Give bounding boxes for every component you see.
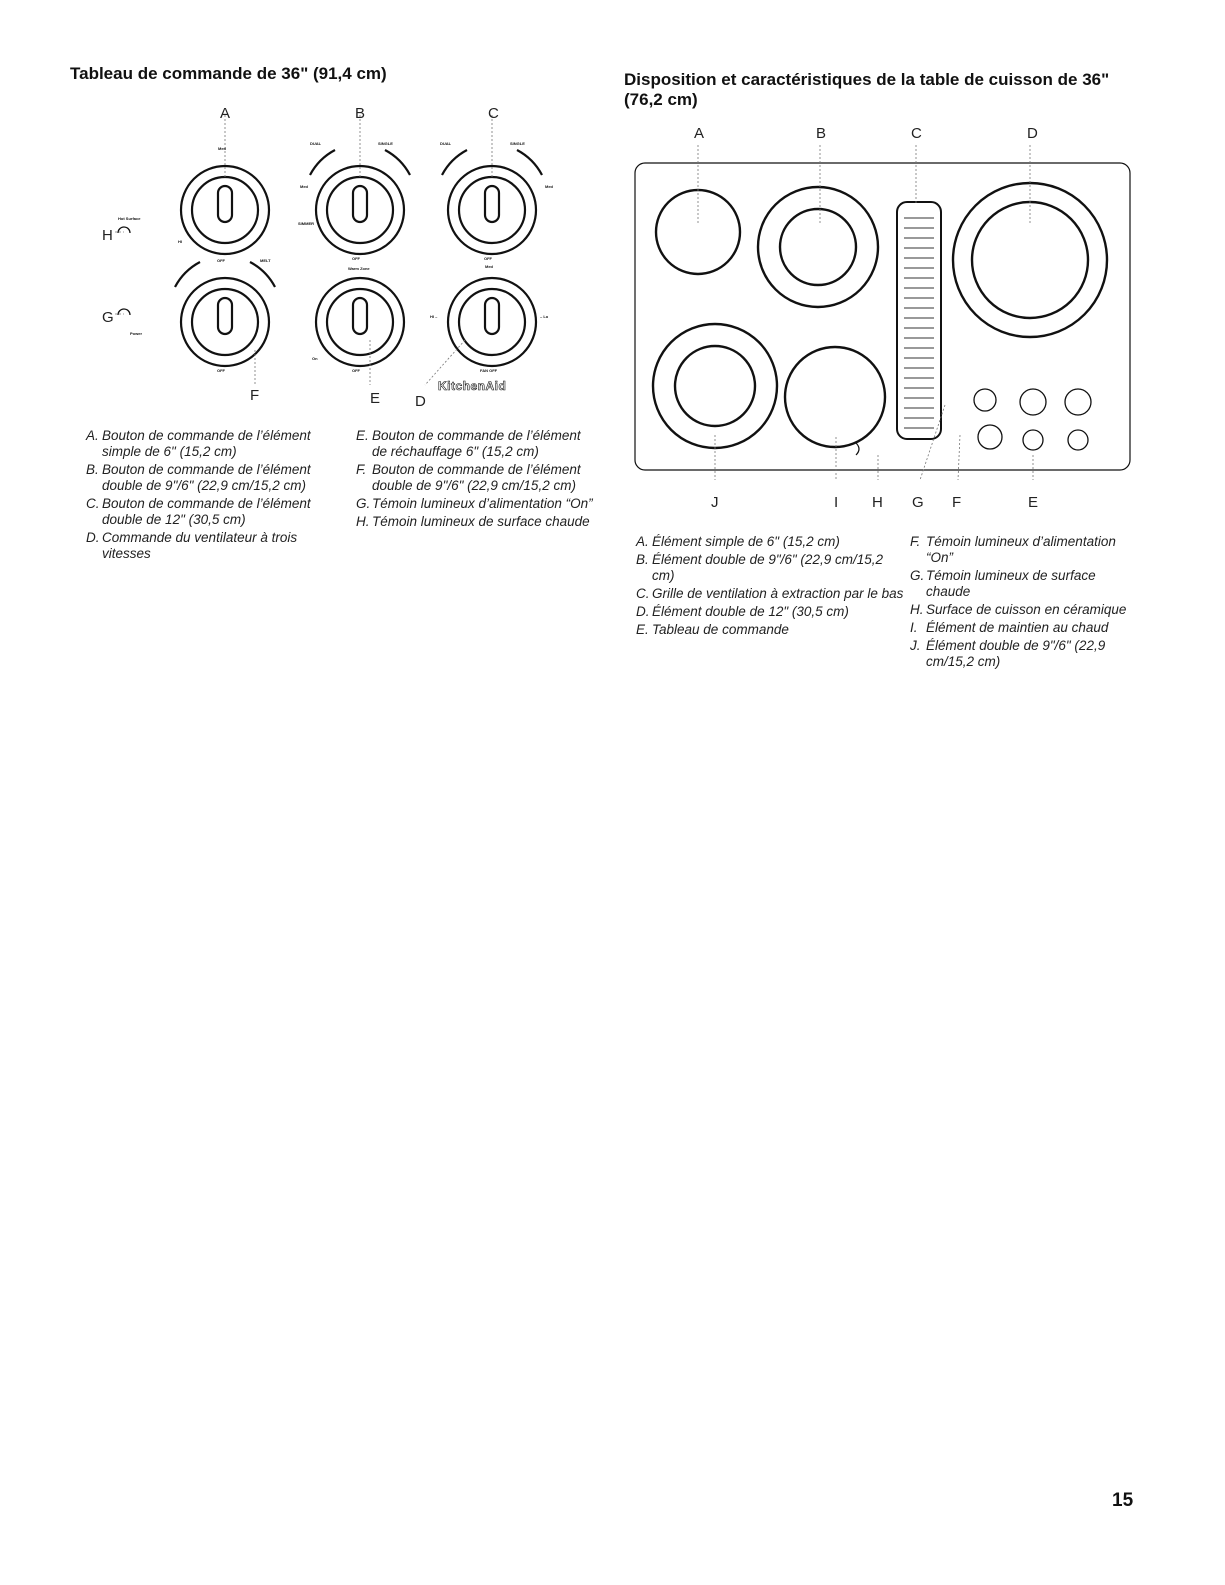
legend-item xyxy=(86,530,346,562)
knob-d-fan-control xyxy=(448,278,536,366)
cooktop-legend-column-1 xyxy=(636,534,906,640)
knob-b-off-label: OFF xyxy=(352,256,360,261)
legend-text: Grille de ventilation à extraction par le bas xyxy=(652,586,904,601)
legend-letter: E. xyxy=(636,622,649,637)
knob-f-off-label: OFF xyxy=(217,368,225,373)
element-j-dual-inner xyxy=(675,346,755,426)
cooktop-knob-6 xyxy=(1068,430,1088,450)
knob-b-single-label: SINGLE xyxy=(378,141,393,146)
cooktop-knob-1 xyxy=(974,389,996,411)
legend-item xyxy=(356,514,596,530)
legend-text: Témoin lumineux de surface chaude xyxy=(372,514,590,529)
knob-d-med-label: Med xyxy=(485,264,493,269)
legend-item xyxy=(910,568,1140,600)
knob-c-off-label: OFF xyxy=(484,256,492,261)
knob-d-lo-label: – Lo xyxy=(540,314,549,319)
knob-b-dual-label: DUAL xyxy=(310,141,322,146)
legend-letter: J. xyxy=(910,638,921,653)
legend-letter: F. xyxy=(910,534,921,549)
knob-e-off-label: OFF xyxy=(352,368,360,373)
legend-text: Témoin lumineux de surface chaude xyxy=(926,568,1096,599)
legend-text: Bouton de commande de l’élément double de 9"/6" (22,9 cm/15,2 cm) xyxy=(372,462,581,493)
legend-item xyxy=(636,586,906,602)
legend-text: Commande du ventilateur à trois vitesses xyxy=(102,530,298,561)
knob-c-med-label: Med xyxy=(545,184,553,189)
control-panel-title: Tableau de commande de 36" (91,4 cm) xyxy=(70,64,387,83)
legend-text: Surface de cuisson en céramique xyxy=(926,602,1127,617)
legend-text: Témoin lumineux d’alimentation “On” xyxy=(926,534,1116,565)
legend-letter: H. xyxy=(356,514,370,529)
callout-c: C xyxy=(488,105,499,122)
callout-b: B xyxy=(355,105,366,122)
legend-item xyxy=(910,534,1140,566)
knob-b-dual-element xyxy=(310,150,410,254)
control-panel-legend-column-1 xyxy=(86,428,346,564)
cooktop-layout-title: Disposition et caractéristiques de la table de cuisson de 36" (76,2 cm) xyxy=(624,70,1110,109)
legend-item xyxy=(636,552,906,584)
legend-text: Bouton de commande de l’élément simple de 6" (15,2 cm) xyxy=(102,428,311,459)
legend-item xyxy=(356,462,596,494)
legend-item xyxy=(636,534,906,550)
legend-letter: G. xyxy=(356,496,371,511)
legend-text: Élément double de 12" (30,5 cm) xyxy=(652,604,849,619)
callout-d: D xyxy=(415,393,426,410)
legend-letter: B. xyxy=(636,552,649,567)
legend-letter: E. xyxy=(356,428,369,443)
callout-f: F xyxy=(250,387,260,404)
cooktop-knob-2 xyxy=(1020,389,1046,415)
legend-letter: H. xyxy=(910,602,924,617)
hot-surface-indicator-icon xyxy=(856,443,859,455)
legend-letter: F. xyxy=(356,462,367,477)
knob-d-fan-off-label: FAN OFF xyxy=(480,368,498,373)
legend-letter: A. xyxy=(86,428,99,443)
control-panel-diagram xyxy=(60,100,580,415)
cooktop-layout-diagram xyxy=(620,115,1150,515)
power-label: Power xyxy=(130,331,143,336)
warming-element-i xyxy=(785,347,885,447)
legend-letter: B. xyxy=(86,462,99,477)
knob-c-dual-element-12 xyxy=(442,150,542,254)
cooktop-knob-5 xyxy=(1023,430,1043,450)
legend-text: Témoin lumineux d’alimentation “On” xyxy=(372,496,593,511)
knob-c-single-label: SINGLE xyxy=(510,141,525,146)
legend-text: Bouton de commande de l’élément double de 12" (30,5 cm) xyxy=(102,496,311,527)
layout-callout-e: E xyxy=(1028,494,1039,511)
layout-callout-d: D xyxy=(1027,125,1038,142)
legend-text: Bouton de commande de l’élément double de 9"/6" (22,9 cm/15,2 cm) xyxy=(102,462,311,493)
knob-a-single-element xyxy=(181,166,269,254)
knob-b-simmer-label: SIMMER xyxy=(298,221,314,226)
knob-a-med-label: Med xyxy=(218,146,226,151)
legend-letter: I. xyxy=(910,620,918,635)
knob-e-warming-element xyxy=(316,278,404,366)
kitchenaid-logo: KitchenAid xyxy=(438,379,507,393)
legend-item xyxy=(910,620,1140,636)
layout-callout-a: A xyxy=(694,125,705,142)
callout-a: A xyxy=(220,105,231,122)
legend-item xyxy=(86,462,346,494)
callout-g: G xyxy=(102,309,114,326)
layout-callout-i: I xyxy=(834,494,839,511)
knob-a-melt-label: MELT xyxy=(260,258,271,263)
knob-a-off-label: OFF xyxy=(217,258,225,263)
legend-item xyxy=(86,428,346,460)
legend-text: Élément double de 9"/6" (22,9 cm/15,2 cm) xyxy=(652,552,883,583)
layout-callout-g: G xyxy=(912,494,924,511)
legend-letter: C. xyxy=(86,496,100,511)
layout-callout-c: C xyxy=(911,125,922,142)
element-j-dual-outer xyxy=(653,324,777,448)
legend-text: Élément de maintien au chaud xyxy=(926,620,1109,635)
legend-letter: C. xyxy=(636,586,650,601)
legend-text: Tableau de commande xyxy=(652,622,789,637)
legend-item xyxy=(636,622,906,638)
layout-callout-j: J xyxy=(711,494,719,511)
knob-b-med-label: Med xyxy=(300,184,308,189)
element-b-dual-inner xyxy=(780,209,856,285)
control-panel-legend-column-2 xyxy=(356,428,596,532)
legend-text: Élément simple de 6" (15,2 cm) xyxy=(652,534,840,549)
element-d-dual-inner xyxy=(972,202,1088,318)
layout-callout-h: H xyxy=(872,494,883,511)
hot-surface-label: Hot Surface xyxy=(118,216,141,221)
warm-zone-label: Warm Zone xyxy=(348,266,370,271)
layout-callout-b: B xyxy=(816,125,827,142)
knob-c-dual-label: DUAL xyxy=(440,141,452,146)
knob-f-dual-element xyxy=(175,262,275,366)
legend-item xyxy=(910,602,1140,618)
cooktop-legend-column-2 xyxy=(910,534,1140,672)
page-number: 15 xyxy=(1112,1490,1134,1511)
legend-letter: D. xyxy=(86,530,100,545)
legend-item xyxy=(356,496,596,512)
legend-letter: D. xyxy=(636,604,650,619)
legend-letter: G. xyxy=(910,568,925,583)
element-b-dual-outer xyxy=(758,187,878,307)
callout-h: H xyxy=(102,227,113,244)
legend-item xyxy=(636,604,906,620)
legend-item xyxy=(910,638,1140,670)
legend-item xyxy=(86,496,346,528)
knob-e-on-label: On xyxy=(312,356,318,361)
cooktop-knob-4 xyxy=(978,425,1002,449)
cooktop-knob-3 xyxy=(1065,389,1091,415)
callout-e: E xyxy=(370,390,381,407)
legend-text: Élément double de 9"/6" (22,9 cm/15,2 cm) xyxy=(926,638,1106,669)
legend-item xyxy=(356,428,596,460)
legend-text: Bouton de commande de l’élément de réchauffage 6" (15,2 cm) xyxy=(372,428,581,459)
layout-callout-f: F xyxy=(952,494,962,511)
legend-letter: A. xyxy=(636,534,649,549)
knob-a-hi-label: HI xyxy=(178,239,182,244)
knob-d-hi-label: HI – xyxy=(430,314,438,319)
